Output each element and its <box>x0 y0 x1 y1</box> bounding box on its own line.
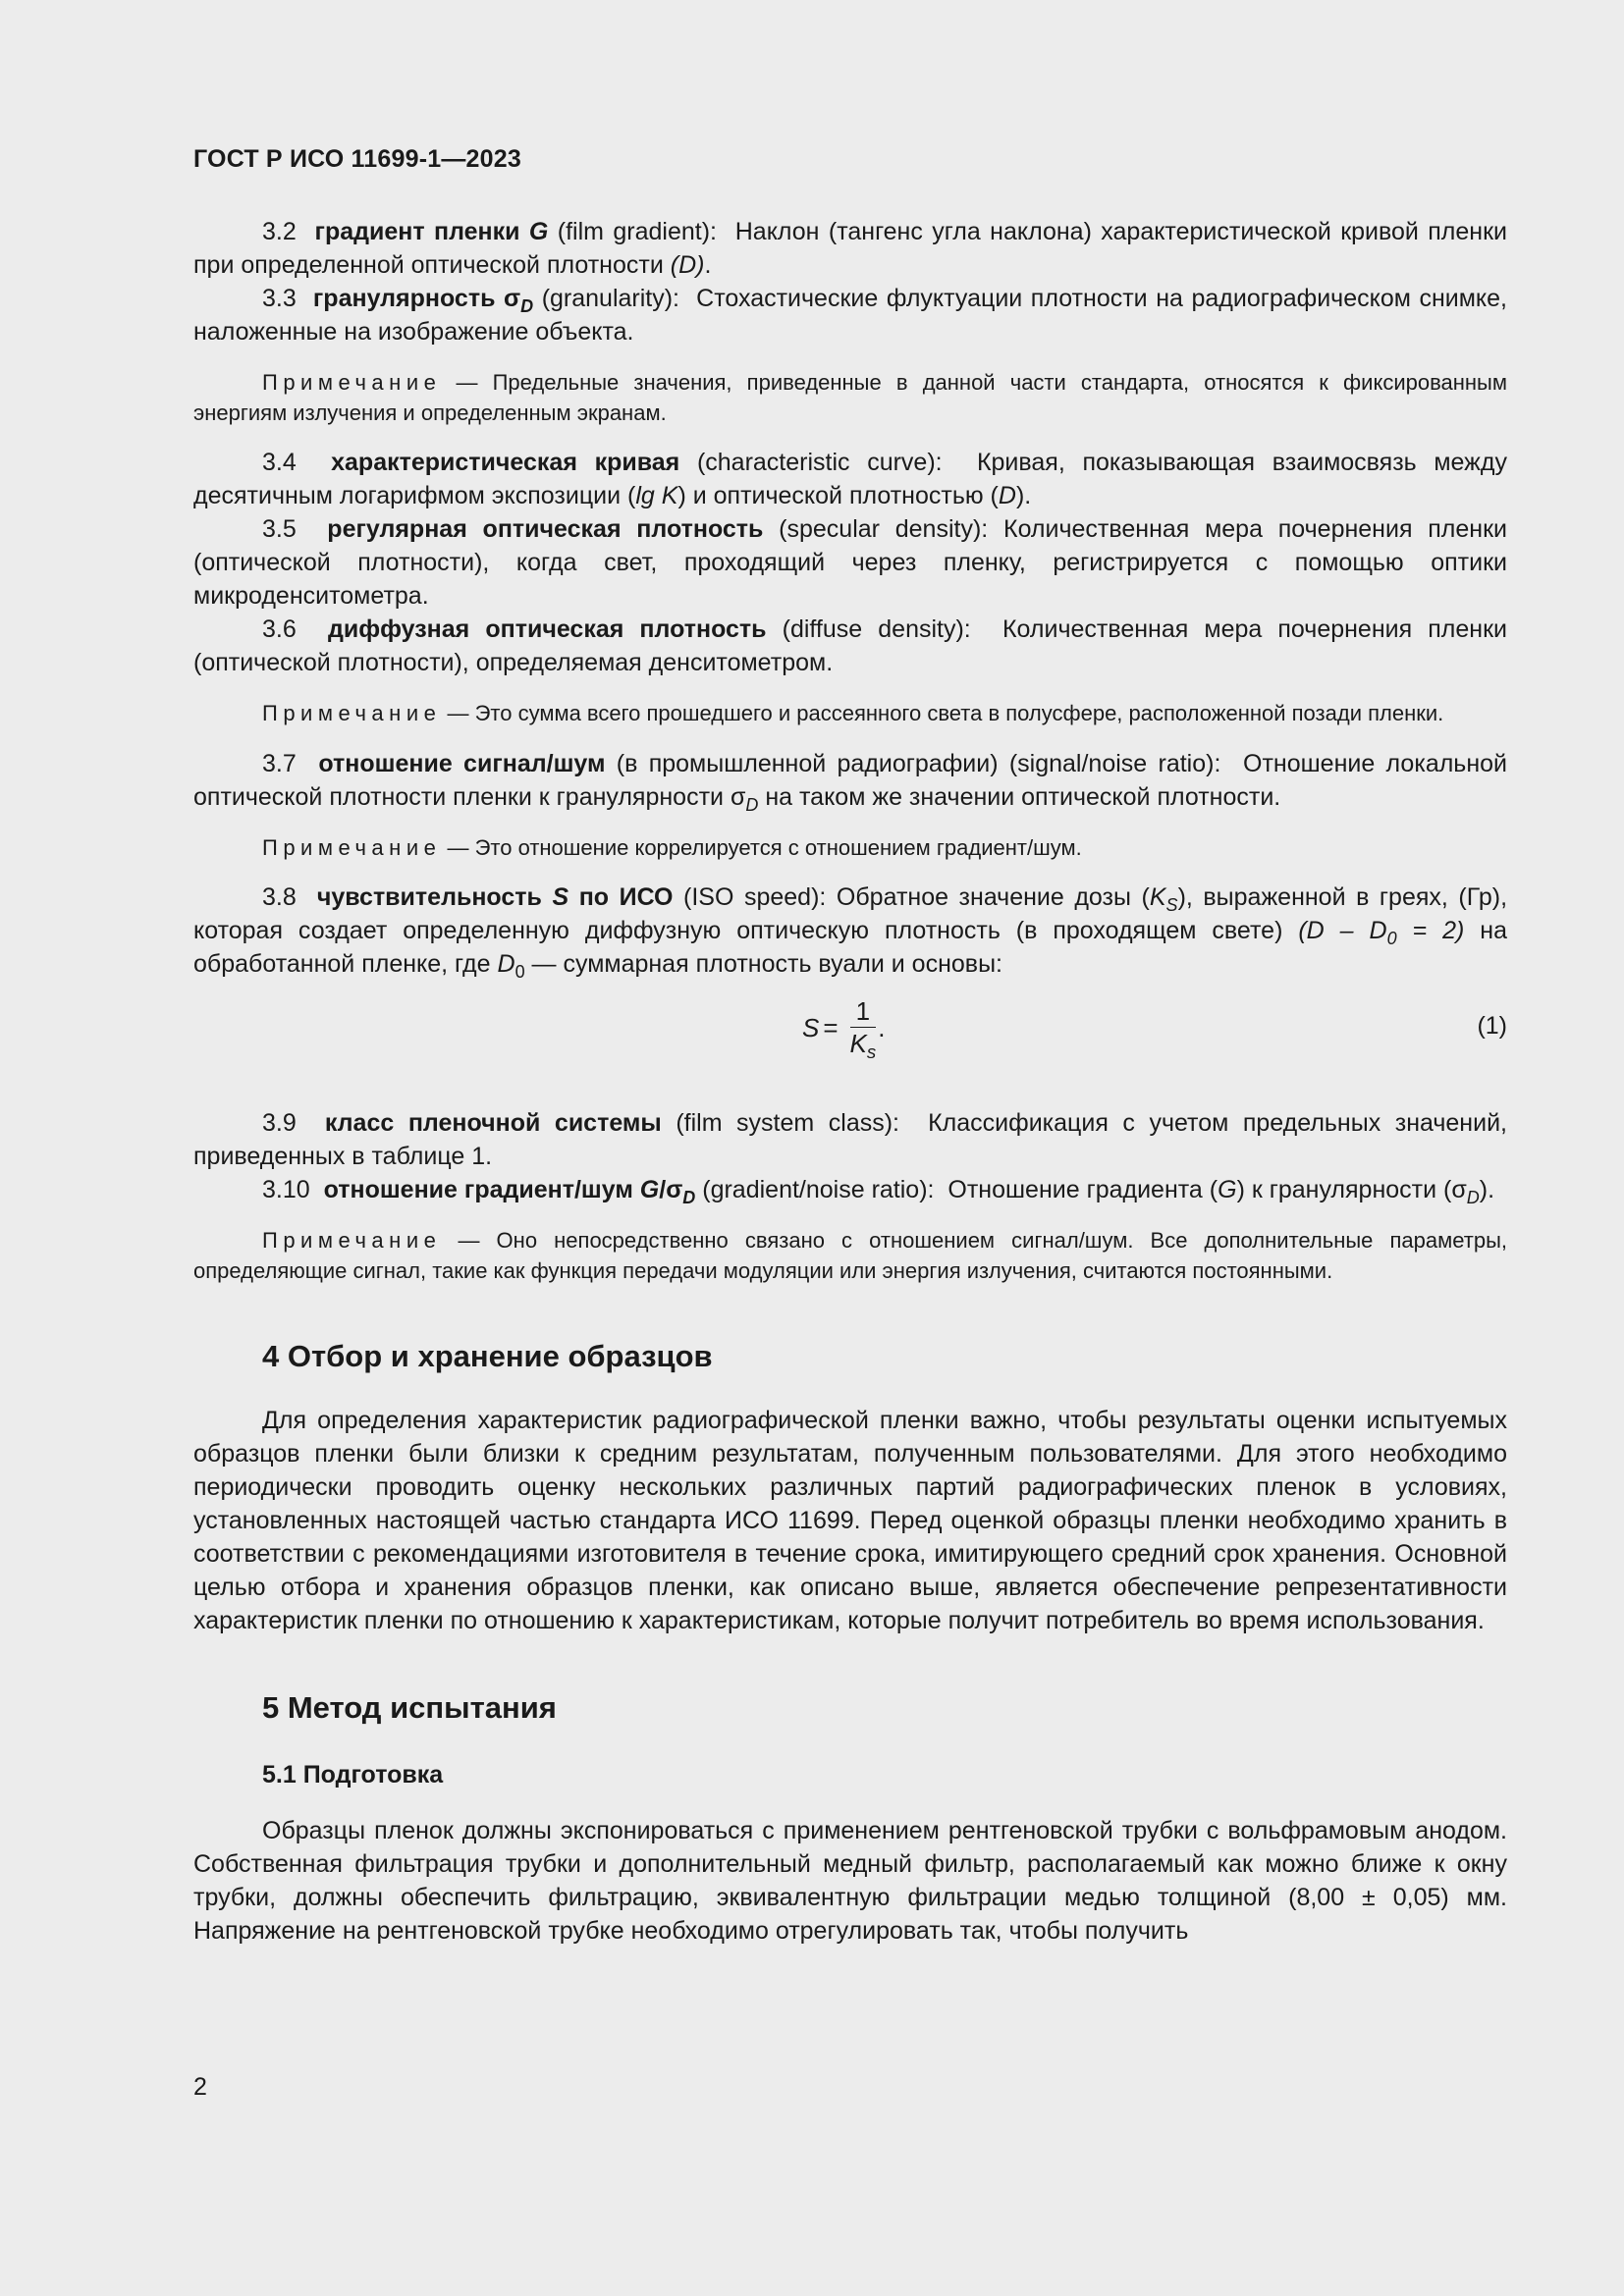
definition-text: — суммарная плотность вуали и основы: <box>531 950 1002 978</box>
definition-3-6 <box>193 613 1507 679</box>
term-english: (diffuse density): <box>782 615 971 643</box>
sigma-symbol: σ <box>1451 1176 1467 1203</box>
definition-text: ). <box>1479 1176 1495 1203</box>
definition-3-4 <box>193 446 1507 512</box>
formula-expression <box>802 996 886 1062</box>
variable: (D) <box>670 251 705 279</box>
note-4 <box>193 1226 1507 1286</box>
term-symbol: G <box>639 1176 660 1203</box>
subscript: D <box>745 794 759 815</box>
clause-number: 3.10 <box>262 1176 310 1203</box>
definition-text: Стохастические флуктуации плотности на радиографическом снимке, наложенные на изображение объекта. <box>193 285 1507 346</box>
term-english: (granularity): <box>541 285 680 312</box>
term-symbol: S <box>552 883 569 911</box>
term-english: (specular density): <box>779 515 989 543</box>
definition-text: на обработанной пленке, где <box>193 917 1507 978</box>
variable: D <box>497 950 515 978</box>
term: класс пленочной системы <box>324 1109 662 1137</box>
definition-text: ), выраженной в греях, (Гр), которая создает определенную диффузную оптическую плотность (в проходящем свете) <box>193 883 1508 944</box>
fraction-denominator <box>849 1028 877 1062</box>
clause-number: 3.8 <box>262 883 297 911</box>
subscript: D <box>1466 1188 1480 1207</box>
term: градиент пленки <box>314 218 520 245</box>
term: отношение сигнал/шум <box>318 749 606 777</box>
variable: G <box>1218 1176 1237 1203</box>
section-4-title: 4 Отбор и хранение образцов <box>262 1339 713 1373</box>
inline-equation: (D – D <box>1298 917 1387 944</box>
note-2 <box>193 699 1507 729</box>
definition-3-8 <box>193 881 1507 981</box>
document-header: ГОСТ Р ИСО 11699-1—2023 <box>193 145 521 173</box>
term: отношение градиент/шум <box>323 1176 633 1203</box>
clause-number: 3.4 <box>262 449 297 476</box>
note-1 <box>193 368 1507 428</box>
definition-3-2 <box>193 215 1507 282</box>
note-label: Примечание <box>262 701 442 725</box>
definition-text: Количественная мера почернения пленки (оптической плотности), определяемая денситометром. <box>193 615 1507 676</box>
term-english: (gradient/noise ratio): <box>702 1176 935 1203</box>
definition-text: ). <box>1015 482 1032 509</box>
section-5-title: 5 Метод испытания <box>262 1690 557 1725</box>
definition-3-3 <box>193 282 1507 348</box>
subscript: D <box>682 1188 696 1207</box>
variable: lg K <box>635 482 678 509</box>
equals-sign: = <box>823 1012 839 1042</box>
subscript: s <box>866 1041 877 1062</box>
term-english: (film system class): <box>676 1109 900 1137</box>
term: гранулярность <box>312 285 496 312</box>
term: регулярная оптическая плотность <box>327 515 764 543</box>
clause-number: 3.3 <box>262 285 297 312</box>
fraction-numerator: 1 <box>850 998 876 1028</box>
note-label: Примечание <box>262 834 442 860</box>
definition-text: Отношение градиента ( <box>947 1176 1218 1203</box>
note-text: — Это отношение коррелируется с отношением градиент/шум. <box>447 834 1082 860</box>
term: диффузная оптическая плотность <box>327 615 767 643</box>
definition-text: на таком же значении оптической плотности. <box>765 782 1281 811</box>
term-english: (film gradient): <box>557 218 717 245</box>
note-label: Примечание <box>262 370 442 395</box>
subscript: S <box>1165 895 1178 915</box>
section-5-1-body: Образцы пленок должны экспонироваться с применением рентгеновской трубки с вольфрамовым анодом. Собственная фильтрация трубки и дополнительный медный фильтр, располагаемый как можно ближе к окну трубки, должны обеспечить фильтрацию, эквивалентную фильтрации медью толщиной (8,00 ± 0,05) мм. Напряжение на рентгеновской трубке необходимо отрегулировать так, чтобы получить <box>193 1817 1507 1945</box>
formula-lhs: S <box>802 1012 820 1042</box>
clause-number: 3.5 <box>262 515 297 543</box>
clause-number: 3.6 <box>262 615 297 643</box>
definition-text: ) и оптической плотностью ( <box>677 482 999 509</box>
definition-3-9 <box>193 1106 1507 1173</box>
definition-3-5 <box>193 512 1507 613</box>
term: характеристическая кривая <box>331 449 680 476</box>
clause-number: 3.9 <box>262 1109 297 1137</box>
section-4-body: Для определения характеристик радиографической пленки важно, чтобы результаты оценки испытуемых образцов пленки были близки к средним результатам, полученным пользователями. Для этого необходимо периодически проводить оценку нескольких различных партий радиографических пленок в условиях, установленных настоящей частью стандарта ИСО 11699. Перед оценкой образцы пленки необходимо хранить в соответствии с рекомендациями изготовителя в течение срока, имитирующего средний срок хранения. Основной целью отбора и хранения образцов пленки, как описано выше, является обеспечение репрезентативности характеристик пленки по отношению к характеристикам, которые получит потребитель во время использования. <box>193 1407 1507 1634</box>
term: чувствительность <box>316 883 542 911</box>
inline-equation: = 2) <box>1396 917 1465 944</box>
definition-text: ) к гранулярности ( <box>1236 1176 1452 1203</box>
note-3 <box>193 833 1507 864</box>
denominator-variable: K <box>849 1029 867 1058</box>
page-content <box>193 145 1507 1948</box>
definition-text: Отношение локальной оптической плотности пленки к гранулярности <box>193 749 1508 811</box>
subscript: 0 <box>1386 929 1397 948</box>
variable: K <box>1149 883 1166 911</box>
note-text: — Оно непосредственно связано с отношением сигнал/шум. Все дополнительные параметры, определяющие сигнал, такие как функция передачи модуляции или энергия излучения, считаются постоянными. <box>193 1228 1507 1283</box>
clause-number: 3.7 <box>262 749 297 777</box>
term-symbol: G <box>528 218 549 245</box>
sigma-symbol: σ <box>666 1176 683 1203</box>
subscript: D <box>520 296 534 316</box>
definition-text: Классификация с учетом предельных значений, приведенных в таблице 1. <box>193 1109 1507 1170</box>
note-text: — Это сумма всего прошедшего и рассеянного света в полусфере, расположенной позади пленки. <box>447 701 1444 725</box>
definition-text: Обратное значение дозы ( <box>836 883 1150 911</box>
note-text: — Предельные значения, приведенные в данной части стандарта, относятся к фиксированным энергиям излучения и определенным экранам. <box>193 370 1507 425</box>
page-number: 2 <box>193 2073 207 2101</box>
term-english: (characteristic curve): <box>696 449 943 476</box>
term-english: (ISO speed): <box>683 883 827 911</box>
punctuation: . <box>878 1012 886 1042</box>
definition-3-7 <box>193 747 1507 814</box>
formula-1 <box>193 994 1507 1071</box>
subscript: 0 <box>514 962 525 982</box>
sigma-symbol: σ <box>504 285 521 312</box>
term: по ИСО <box>578 883 674 911</box>
definition-text: Наклон (тангенс угла наклона) характеристической кривой пленки при определенной оптической плотности <box>193 218 1507 279</box>
punctuation: . <box>704 251 712 279</box>
definition-3-10 <box>193 1173 1507 1206</box>
fraction <box>849 996 877 1062</box>
clause-number: 3.2 <box>262 218 297 245</box>
equation-number: (1) <box>1477 1012 1507 1040</box>
definition-text: Кривая, показывающая взаимосвязь между десятичным логарифмом экспозиции ( <box>193 449 1507 509</box>
slash: / <box>659 1176 667 1203</box>
note-label: Примечание <box>262 1228 442 1253</box>
term-english: (в промышленной радиографии) (signal/noise ratio): <box>616 749 1221 777</box>
subsection-5-1-title: 5.1 Подготовка <box>262 1761 444 1789</box>
definition-text: Количественная мера почернения пленки (оптической плотности), когда свет, проходящий через пленку, регистрируется с помощью оптики микроденситометра. <box>193 515 1507 610</box>
variable: D <box>998 482 1016 509</box>
sigma-symbol: σ <box>730 782 746 811</box>
